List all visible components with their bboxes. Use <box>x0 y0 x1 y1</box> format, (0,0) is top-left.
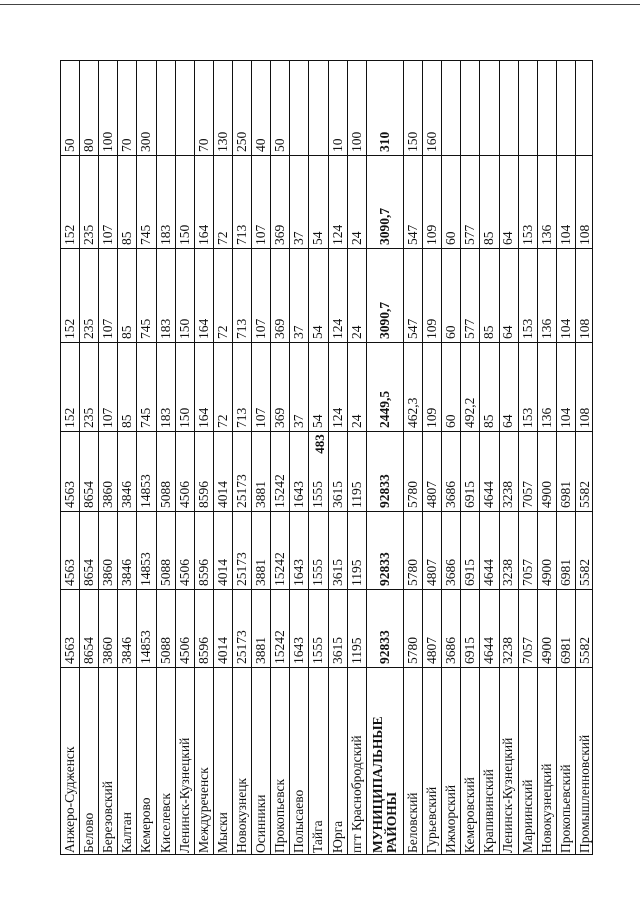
value-cell-5: 153 <box>519 249 537 343</box>
row-name-cell: Ленинск-Кузнецкий <box>176 737 192 853</box>
value-cell-1: 8654 <box>80 590 98 668</box>
value-cell-1: 4644 <box>480 590 498 668</box>
value-cell-1: 3615 <box>329 590 347 668</box>
value-cell-4: 2449,5 <box>367 343 403 432</box>
value-cell-6: 369 <box>271 156 289 249</box>
row-name-cell: Междуреченск <box>195 767 211 853</box>
table-row <box>328 61 347 855</box>
value-cell-2: 3860 <box>99 512 117 590</box>
value-cell-5: 107 <box>99 249 117 343</box>
value-cell-5: 577 <box>461 249 479 343</box>
value-cell-6: 150 <box>176 156 194 249</box>
value-cell-5: 369 <box>271 249 289 343</box>
value-cell-1: 14853 <box>137 590 155 668</box>
value-cell-7 <box>576 61 593 156</box>
value-cell-5: 60 <box>442 249 460 343</box>
value-cell-3: 6981 <box>557 432 575 512</box>
value-cell-2: 3686 <box>442 512 460 590</box>
value-cell-5: 164 <box>195 249 213 343</box>
value-cell-7: 160 <box>423 61 441 156</box>
value-cell-2: 4900 <box>538 512 556 590</box>
value-cell-3: 8654 <box>80 432 98 512</box>
value-cell-4: 109 <box>423 343 441 432</box>
value-cell-2: 6915 <box>461 512 479 590</box>
table-row <box>422 61 441 855</box>
table-row <box>117 61 136 855</box>
value-cell-1: 5582 <box>576 590 593 668</box>
table-row <box>499 61 518 855</box>
value-cell-5: 235 <box>80 249 98 343</box>
table-row <box>479 61 498 855</box>
value-cell-3: 4563 <box>61 432 79 512</box>
value-cell-1: 4563 <box>61 590 79 668</box>
value-cell-6: 54 <box>309 156 327 249</box>
value-cell-1: 15242 <box>271 590 289 668</box>
value-cell-2: 4506 <box>176 512 194 590</box>
value-cell-2: 14853 <box>137 512 155 590</box>
row-name-cell: Мариинский <box>519 779 535 853</box>
value-cell-5: 72 <box>214 249 232 343</box>
value-cell-7 <box>157 61 175 156</box>
row-name-cell: Калтан <box>119 812 135 853</box>
value-cell-7: 80 <box>80 61 98 156</box>
section-row <box>366 61 403 855</box>
row-name-cell: Анжеро-Судженск <box>61 746 77 853</box>
value-cell-1: 1643 <box>290 590 308 668</box>
value-cell-1: 4506 <box>176 590 194 668</box>
table-row <box>537 61 556 855</box>
value-cell-3: 1195 <box>348 432 366 512</box>
value-cell-6: 745 <box>137 156 155 249</box>
value-cell-4: 183 <box>157 343 175 432</box>
value-cell-1: 5088 <box>157 590 175 668</box>
table-row <box>232 61 251 855</box>
value-cell-4: 152 <box>61 343 79 432</box>
value-cell-7: 300 <box>137 61 155 156</box>
value-cell-2: 92833 <box>367 512 403 590</box>
value-cell-2: 8596 <box>195 512 213 590</box>
row-name-cell: Новокузнецкий <box>538 763 554 853</box>
value-cell-6: 107 <box>252 156 270 249</box>
value-cell-7: 70 <box>195 61 213 156</box>
value-cell-5: 152 <box>61 249 79 343</box>
row-name-cell: МУНИЦИПАЛЬНЫЕ РАЙОНЫ <box>370 716 399 853</box>
value-cell-3: 25173 <box>233 432 251 512</box>
value-cell-2: 3881 <box>252 512 270 590</box>
row-name-cell: Гурьевский <box>424 786 440 853</box>
row-name-cell: Юрга <box>329 820 345 853</box>
value-cell-2: 15242 <box>271 512 289 590</box>
row-name-cell: Полысаево <box>291 789 307 853</box>
value-cell-6: 183 <box>157 156 175 249</box>
value-cell-7: 100 <box>99 61 117 156</box>
value-cell-7: 50 <box>61 61 79 156</box>
value-cell-3: 6915 <box>461 432 479 512</box>
value-cell-4: 54 <box>309 343 327 432</box>
value-cell-5: 24 <box>348 249 366 343</box>
value-cell-1: 3860 <box>99 590 117 668</box>
value-cell-4: 24 <box>348 343 366 432</box>
value-cell-2: 3615 <box>329 512 347 590</box>
value-cell-6: 713 <box>233 156 251 249</box>
value-cell-4: 60 <box>442 343 460 432</box>
table-row <box>213 61 232 855</box>
value-cell-6: 577 <box>461 156 479 249</box>
value-cell-4: 745 <box>137 343 155 432</box>
value-cell-1: 5780 <box>404 590 422 668</box>
value-cell-3: 4644 <box>480 432 498 512</box>
value-cell-6: 164 <box>195 156 213 249</box>
value-cell-5: 745 <box>137 249 155 343</box>
value-cell-4: 104 <box>557 343 575 432</box>
value-cell-5: 150 <box>176 249 194 343</box>
value-cell-2: 4014 <box>214 512 232 590</box>
value-cell-7 <box>461 61 479 156</box>
value-cell-3: 14853 <box>137 432 155 512</box>
value-cell-4: 37 <box>290 343 308 432</box>
value-cell-3: 5780 <box>404 432 422 512</box>
value-cell-4: 713 <box>233 343 251 432</box>
value-cell-4: 107 <box>99 343 117 432</box>
value-cell-3: 4807 <box>423 432 441 512</box>
table-row <box>136 61 155 855</box>
top-rule <box>0 4 640 5</box>
value-cell-4: 153 <box>519 343 537 432</box>
value-cell-7 <box>500 61 518 156</box>
row-name-cell: Ижморский <box>443 784 459 853</box>
table-row <box>308 61 327 855</box>
data-table <box>61 61 593 855</box>
value-cell-7 <box>480 61 498 156</box>
value-cell-6: 108 <box>576 156 593 249</box>
value-cell-6: 153 <box>519 156 537 249</box>
value-cell-7: 250 <box>233 61 251 156</box>
row-name-cell: Прокопьевский <box>557 764 573 853</box>
table-row <box>289 61 308 855</box>
value-cell-7 <box>442 61 460 156</box>
table-row <box>403 61 422 855</box>
value-cell-3: 5582 <box>576 432 593 512</box>
value-cell-2: 1643 <box>290 512 308 590</box>
value-cell-4: 235 <box>80 343 98 432</box>
value-cell-1: 1555 <box>309 590 327 668</box>
value-cell-2: 25173 <box>233 512 251 590</box>
value-cell-2: 4563 <box>61 512 79 590</box>
value-cell-7 <box>309 61 327 156</box>
row-name-cell: Прокопьевск <box>272 778 288 853</box>
value-cell-3: 7057 <box>519 432 537 512</box>
value-cell-7 <box>176 61 194 156</box>
value-cell-4: 85 <box>118 343 136 432</box>
value-cell-1: 92833 <box>367 590 403 668</box>
value-cell-7: 10 <box>329 61 347 156</box>
value-cell-5: 713 <box>233 249 251 343</box>
value-cell-4: 462,3 <box>404 343 422 432</box>
value-cell-1: 3881 <box>252 590 270 668</box>
table-row <box>156 61 175 855</box>
value-cell-5: 136 <box>538 249 556 343</box>
table-row <box>61 61 79 855</box>
value-cell-2: 1195 <box>348 512 366 590</box>
value-cell-1: 4807 <box>423 590 441 668</box>
value-cell-1: 3686 <box>442 590 460 668</box>
value-cell-4: 72 <box>214 343 232 432</box>
value-cell-7: 100 <box>348 61 366 156</box>
value-cell-1: 3238 <box>500 590 518 668</box>
value-cell-1: 8596 <box>195 590 213 668</box>
row-name-cell: Белово <box>81 812 97 853</box>
row-name-cell: пгт Краснобродский <box>348 735 364 853</box>
table-row <box>460 61 479 855</box>
value-cell-1: 4900 <box>538 590 556 668</box>
value-cell-1: 4014 <box>214 590 232 668</box>
value-cell-5: 124 <box>329 249 347 343</box>
table-row <box>518 61 537 855</box>
value-cell-6: 124 <box>329 156 347 249</box>
row-name-cell: Кемеровский <box>462 777 478 853</box>
value-cell-5: 85 <box>480 249 498 343</box>
value-cell-3: 8596 <box>195 432 213 512</box>
value-cell-5: 183 <box>157 249 175 343</box>
value-cell-6: 24 <box>348 156 366 249</box>
value-cell-5: 37 <box>290 249 308 343</box>
table-row <box>556 61 575 855</box>
value-cell-7 <box>519 61 537 156</box>
value-cell-5: 85 <box>118 249 136 343</box>
document-sheet <box>60 60 593 855</box>
value-cell-2: 6981 <box>557 512 575 590</box>
value-cell-3: 1555 <box>309 432 327 512</box>
value-cell-4: 107 <box>252 343 270 432</box>
row-name-cell: Тайга <box>310 820 326 853</box>
value-cell-3: 92833 <box>367 432 403 512</box>
value-cell-2: 5780 <box>404 512 422 590</box>
value-cell-4: 150 <box>176 343 194 432</box>
table-row <box>79 61 98 855</box>
value-cell-7: 310 <box>367 61 403 156</box>
value-cell-4: 164 <box>195 343 213 432</box>
value-cell-1: 3846 <box>118 590 136 668</box>
value-cell-6: 64 <box>500 156 518 249</box>
value-cell-6: 152 <box>61 156 79 249</box>
value-cell-4: 124 <box>329 343 347 432</box>
table-row <box>270 61 289 855</box>
value-cell-6: 547 <box>404 156 422 249</box>
value-cell-4: 64 <box>500 343 518 432</box>
value-cell-2: 5582 <box>576 512 593 590</box>
value-cell-6: 136 <box>538 156 556 249</box>
value-cell-2: 4807 <box>423 512 441 590</box>
row-name-cell: Новокузнецк <box>233 778 249 853</box>
value-cell-2: 8654 <box>80 512 98 590</box>
value-cell-3: 4900 <box>538 432 556 512</box>
value-cell-4: 85 <box>480 343 498 432</box>
row-name-cell: Крапивинский <box>481 769 497 853</box>
value-cell-7 <box>557 61 575 156</box>
table-row <box>194 61 213 855</box>
value-cell-3: 3846 <box>118 432 136 512</box>
value-cell-4: 492,2 <box>461 343 479 432</box>
table-row <box>441 61 460 855</box>
value-cell-6: 85 <box>480 156 498 249</box>
value-cell-6: 3090,7 <box>367 156 403 249</box>
value-cell-5: 64 <box>500 249 518 343</box>
value-cell-3: 3686 <box>442 432 460 512</box>
value-cell-6: 104 <box>557 156 575 249</box>
value-cell-5: 104 <box>557 249 575 343</box>
value-cell-1: 1195 <box>348 590 366 668</box>
value-cell-6: 85 <box>118 156 136 249</box>
table-row <box>575 61 593 855</box>
value-cell-2: 7057 <box>519 512 537 590</box>
value-cell-2: 4644 <box>480 512 498 590</box>
value-cell-6: 235 <box>80 156 98 249</box>
value-cell-1: 25173 <box>233 590 251 668</box>
row-name-cell: Киселевск <box>157 793 173 853</box>
value-cell-3: 3615 <box>329 432 347 512</box>
value-cell-2: 3238 <box>500 512 518 590</box>
value-cell-2: 1555 <box>309 512 327 590</box>
value-cell-7 <box>290 61 308 156</box>
value-cell-3: 5088 <box>157 432 175 512</box>
value-cell-6: 107 <box>99 156 117 249</box>
value-cell-7: 70 <box>118 61 136 156</box>
row-name-cell: Беловский <box>404 792 420 853</box>
value-cell-5: 547 <box>404 249 422 343</box>
value-cell-5: 109 <box>423 249 441 343</box>
value-cell-6: 109 <box>423 156 441 249</box>
value-cell-1: 6915 <box>461 590 479 668</box>
table-row <box>98 61 117 855</box>
row-name-cell: Березовский <box>100 781 116 853</box>
table-row <box>347 61 366 855</box>
value-cell-5: 3090,7 <box>367 249 403 343</box>
value-cell-7 <box>538 61 556 156</box>
row-name-cell: Кемерово <box>138 797 154 853</box>
value-cell-6: 72 <box>214 156 232 249</box>
row-name-cell: Мыски <box>214 812 230 853</box>
value-cell-3: 3881 <box>252 432 270 512</box>
value-cell-3: 3238 <box>500 432 518 512</box>
row-name-cell: Промышленновский <box>576 734 592 853</box>
value-cell-3: 15242 <box>271 432 289 512</box>
table-row <box>251 61 270 855</box>
value-cell-3: 4506 <box>176 432 194 512</box>
value-cell-7: 50 <box>271 61 289 156</box>
row-name-cell: Ленинск-Кузнецкий <box>500 737 516 853</box>
value-cell-2: 3846 <box>118 512 136 590</box>
value-cell-1: 6981 <box>557 590 575 668</box>
value-cell-3: 4014 <box>214 432 232 512</box>
value-cell-4: 108 <box>576 343 593 432</box>
value-cell-7: 130 <box>214 61 232 156</box>
value-cell-3: 3860 <box>99 432 117 512</box>
row-name-cell: Осинники <box>253 794 269 853</box>
value-cell-5: 107 <box>252 249 270 343</box>
value-cell-7: 40 <box>252 61 270 156</box>
value-cell-3: 1643 <box>290 432 308 512</box>
value-cell-6: 60 <box>442 156 460 249</box>
page-number: 483 <box>312 434 327 454</box>
value-cell-5: 54 <box>309 249 327 343</box>
value-cell-5: 108 <box>576 249 593 343</box>
value-cell-2: 5088 <box>157 512 175 590</box>
value-cell-7: 150 <box>404 61 422 156</box>
value-cell-6: 37 <box>290 156 308 249</box>
value-cell-4: 369 <box>271 343 289 432</box>
value-cell-4: 136 <box>538 343 556 432</box>
table-row <box>175 61 194 855</box>
value-cell-1: 7057 <box>519 590 537 668</box>
